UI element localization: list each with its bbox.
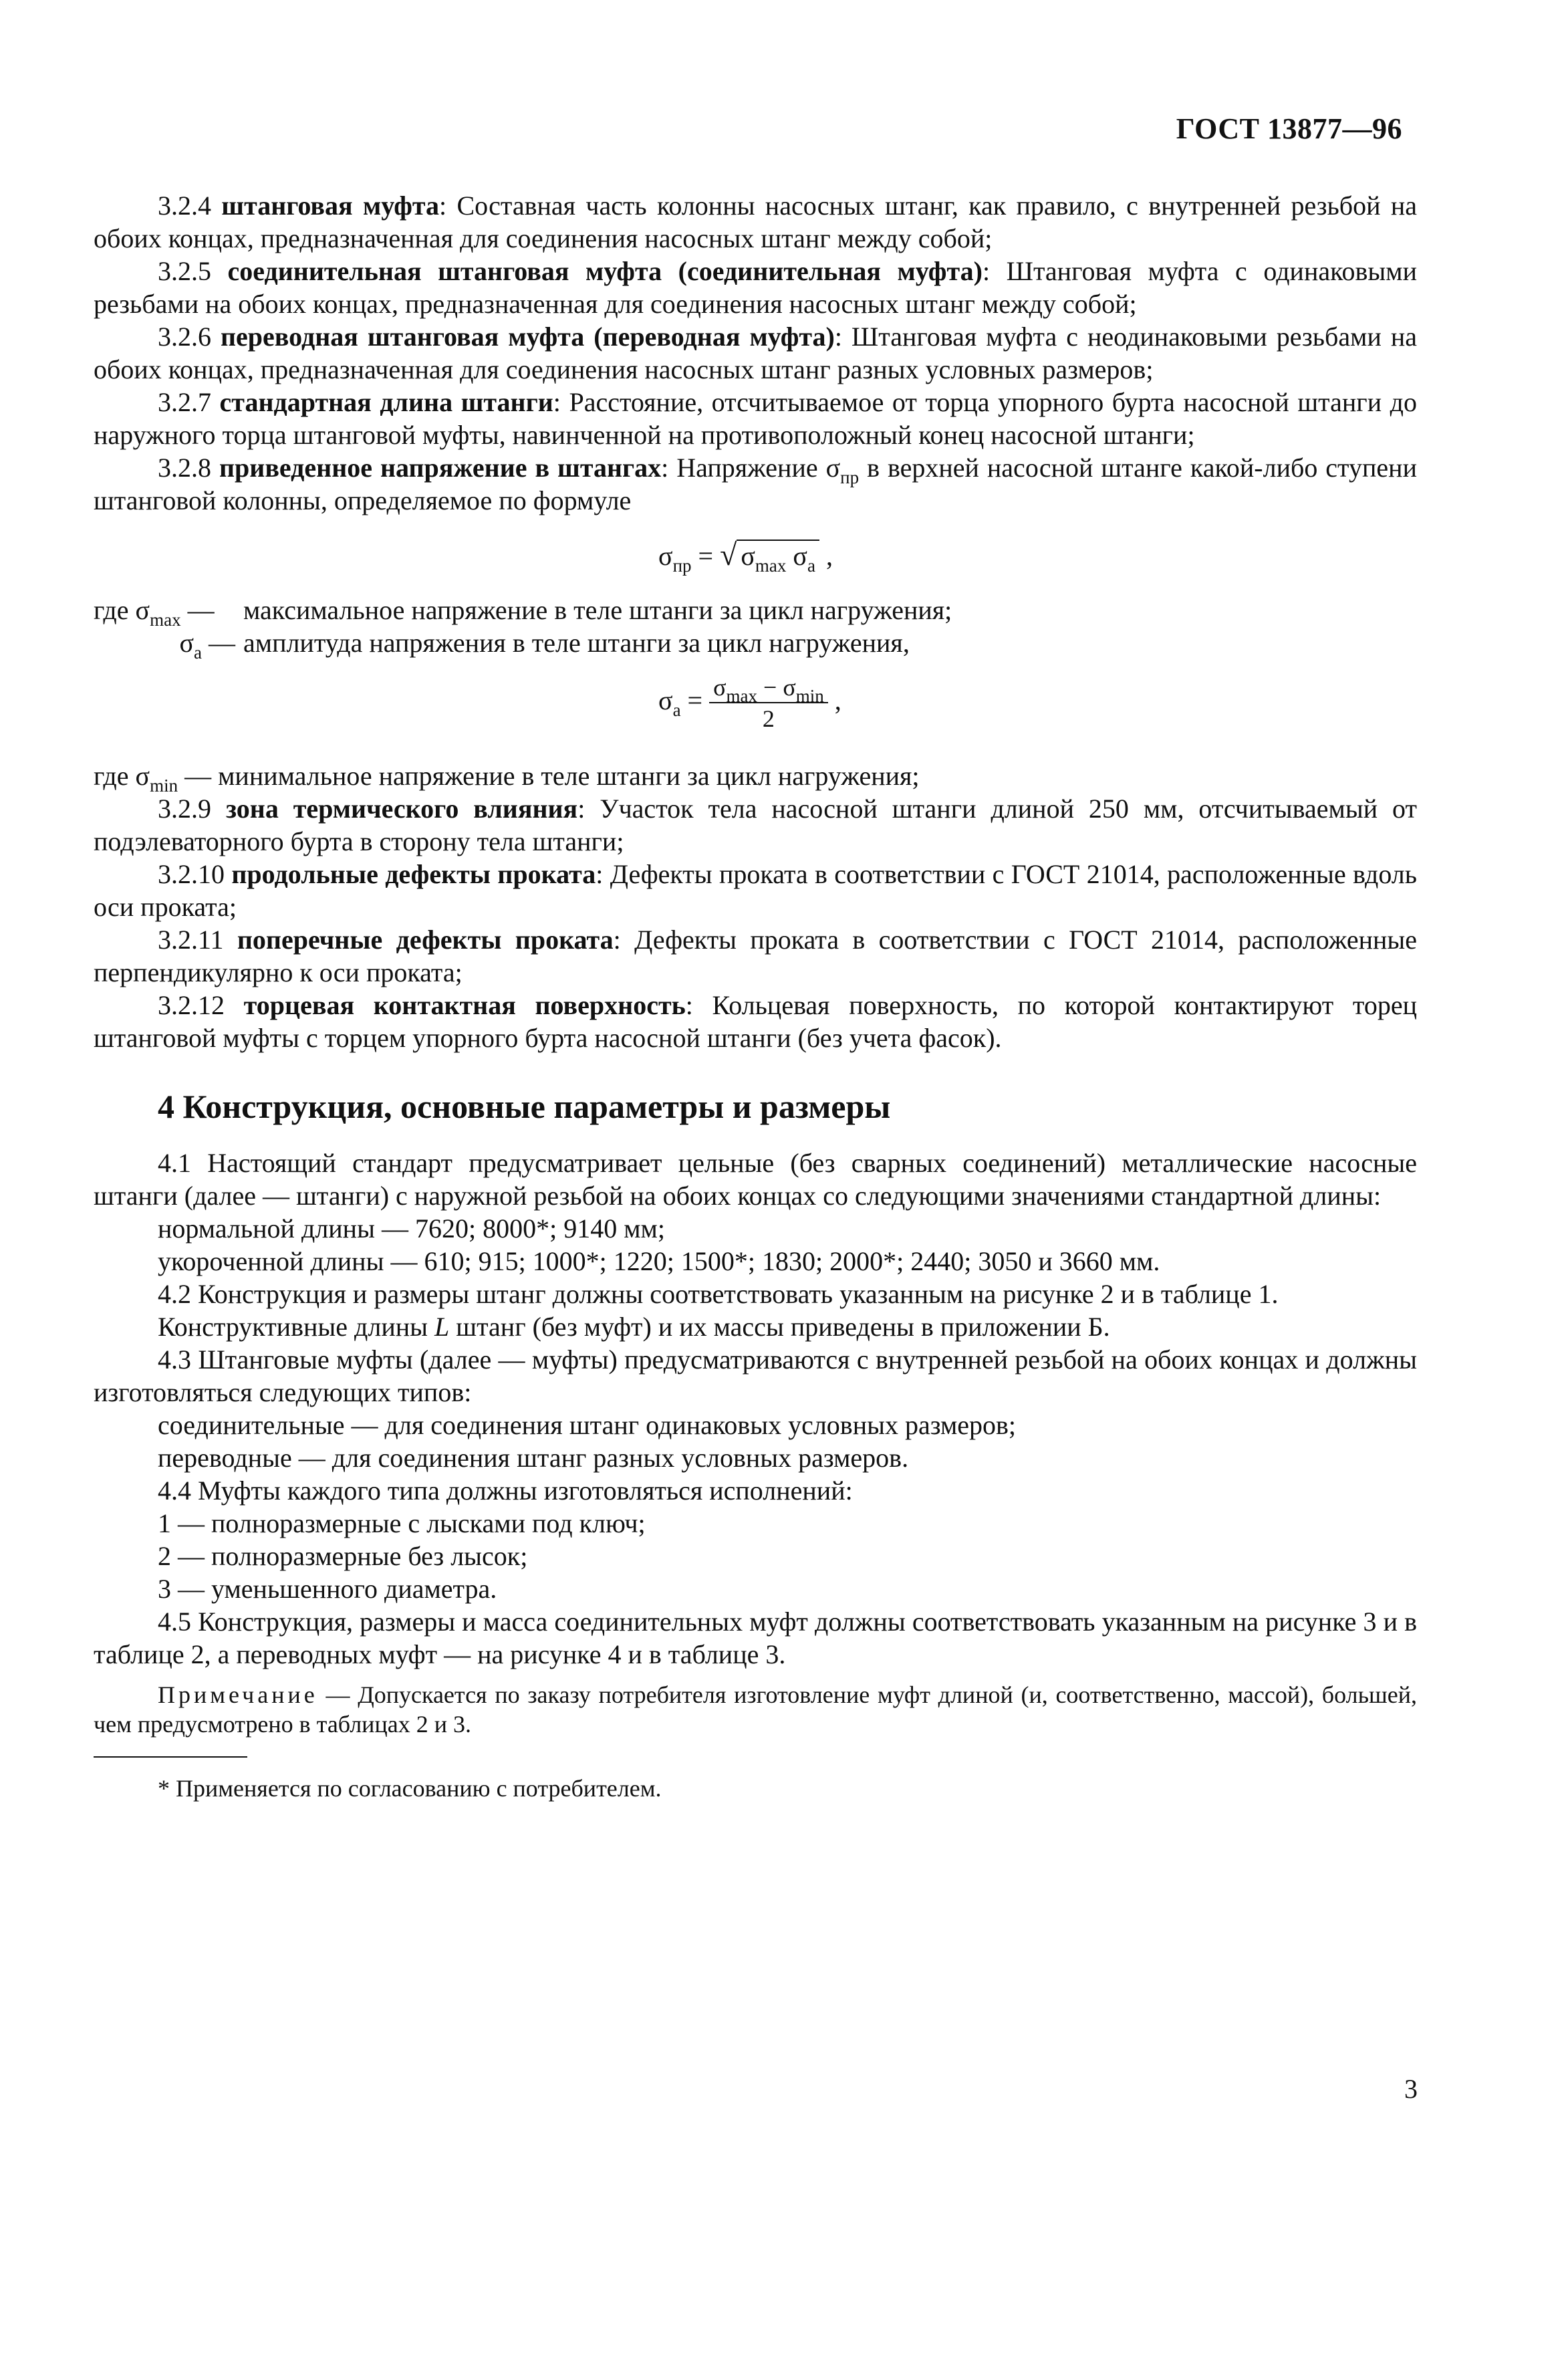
formula — [658, 673, 841, 734]
subscript: пр — [840, 467, 860, 487]
definition-3-2-9 — [94, 792, 1417, 858]
term: торцевая контактная поверхность — [243, 990, 686, 1020]
definition-3-2-10 — [94, 858, 1417, 923]
text: штанг (без муфт) и их массы приведены в приложении Б. — [449, 1312, 1110, 1342]
subscript: max — [755, 556, 787, 576]
definition-3-2-6 — [94, 320, 1417, 386]
note-label: Примечание — [158, 1681, 318, 1708]
clause-number: 3.2.11 — [158, 925, 224, 955]
clause-4-3: 4.3 Штанговые муфты (далее — муфты) предусматриваются с внутренней резьбой на обоих концах и должны изготовляться следующих типов: — [94, 1344, 1417, 1407]
symbol: где σ — [94, 595, 150, 625]
symbol: σ — [179, 628, 194, 658]
page-number: 3 — [1404, 2074, 1418, 2104]
term: поперечные дефекты проката — [237, 925, 614, 955]
denominator: 2 — [762, 705, 775, 732]
term: переводная штанговая муфта (переводная муфта) — [220, 322, 835, 352]
clause-4-1-short: укороченной длины — 610; 915; 1000*; 1220; 1500*; 1830; 2000*; 2440; 3050 и 3660 мм. — [158, 1246, 1160, 1276]
clause-number: 3.2.10 — [158, 859, 225, 889]
formula-amplitude — [94, 659, 1417, 759]
text: Конструктивные длины — [158, 1312, 435, 1342]
subscript: max — [150, 610, 181, 630]
definition-text: : Штанговая муфта с неодинаковыми резьбами на обоих концах, предназначенная для соединения насосных штанг разных условных размеров; — [94, 322, 1417, 384]
symbol: σ — [658, 541, 673, 571]
clause-number: 3.2.5 — [158, 256, 211, 286]
equals: = — [680, 685, 710, 716]
symbol: σ — [713, 674, 727, 701]
symbol: σ — [741, 541, 755, 571]
term: продольные дефекты проката — [231, 859, 596, 889]
subscript: min — [795, 686, 824, 706]
dash: — — [180, 595, 215, 625]
where-sigma-a — [94, 626, 1417, 663]
term: штанговая муфта — [221, 191, 440, 221]
clause-4-5: 4.5 Конструкция, размеры и масса соединительных муфт должны соответствовать указанным на рисунке 3 и в таблице 2, а переводных муфт — на рисунке 4 и в таблице 3. — [94, 1607, 1417, 1669]
where-label — [94, 594, 243, 630]
definition-text: : Кольцевая поверхность, по которой контактируют торец штанговой муфты с торцем упорного бурта насосной штанги (без учета фасок). — [94, 990, 1418, 1053]
symbol: σ — [658, 685, 673, 716]
clause-number: 3.2.6 — [158, 322, 211, 352]
note-text: — Допускается по заказу потребителя изготовление муфт длиной (и, соответственно, массой), большей, чем предусмотрено в таблицах 2 и 3. — [94, 1681, 1417, 1738]
sqrt-sign: √ — [720, 538, 737, 572]
subscript: а — [807, 556, 815, 576]
term: приведенное напряжение в штангах — [219, 453, 662, 483]
where-text: максимальное напряжение в теле штанги за цикл нагружения; — [243, 595, 952, 625]
definition-text: : Напряжение σ — [661, 453, 841, 483]
clause-4-2-lengths — [94, 1310, 1417, 1343]
definition-3-2-5 — [94, 255, 1417, 320]
section-heading: 4 Конструкция, основные параметры и размеры — [158, 1088, 891, 1125]
clause-number: 3.2.9 — [158, 794, 211, 824]
equals: = — [691, 541, 721, 571]
subscript: max — [726, 686, 758, 706]
definition-text: : Штанговая муфта с одинаковыми резьбами на обоих концах, предназначенная для соединения насосных штанг между собой; — [94, 256, 1418, 319]
where-text: — минимальное напряжение в теле штанги за цикл нагружения; — [178, 761, 920, 791]
symbol: − σ — [757, 674, 796, 701]
clause-number: 3.2.4 — [158, 191, 211, 221]
term: зона термического влияния — [225, 794, 578, 824]
formula — [658, 538, 833, 576]
page-content — [94, 189, 1417, 1805]
where-text: амплитуда напряжения в теле штанги за цикл нагружения, — [243, 628, 910, 658]
clause-4-4: 4.4 Муфты каждого типа должны изготовляться исполнений: — [158, 1475, 853, 1506]
clause-4-1: 4.1 Настоящий стандарт предусматривает цельные (без сварных соединений) металлические насосные штанги (далее — штанги) с наружной резьбой на обоих концах со следующими значениями стандартной длины: — [94, 1148, 1417, 1211]
fraction — [709, 673, 828, 734]
radicand — [737, 540, 819, 576]
clause-4-4-version-3: 3 — уменьшенного диаметра. — [158, 1574, 497, 1604]
subscript: пр — [672, 556, 692, 576]
clause-4-3-connecting: соединительные — для соединения штанг одинаковых условных размеров; — [158, 1410, 1017, 1440]
clause-4-1-normal: нормальной длины — 7620; 8000*; 9140 мм; — [158, 1213, 665, 1243]
variable: L — [434, 1312, 450, 1342]
dash: — — [202, 628, 235, 658]
numerator — [709, 673, 828, 706]
definition-text: : Дефекты проката в соответствии с ГОСТ 21014, расположенные вдоль оси проката; — [94, 859, 1418, 922]
footnote-divider — [94, 1756, 247, 1758]
clause-number: 3.2.8 — [158, 453, 211, 483]
definition-3-2-7 — [94, 386, 1417, 451]
clause-4-3-transition: переводные — для соединения штанг разных условных размеров. — [158, 1443, 909, 1473]
symbol: где σ — [94, 761, 150, 791]
where-sigma-max — [94, 594, 1417, 630]
punctuation: , — [827, 685, 841, 716]
definition-text: : Составная часть колонны насосных штанг, как правило, с внутренней резьбой на обоих концах, предназначенная для соединения насосных штанг между собой; — [94, 191, 1417, 253]
symbol: σ — [786, 541, 807, 571]
term: соединительная штанговая муфта (соединительная муфта) — [227, 256, 983, 286]
subscript: а — [194, 642, 202, 663]
definition-text: : Участок тела насосной штанги длиной 250 мм, отсчитываемый от подэлеваторного бурта в сторону тела штанги; — [94, 794, 1418, 856]
definition-3-2-11 — [94, 923, 1417, 989]
clause-number: 3.2.7 — [158, 387, 211, 417]
footnote: * Применяется по согласованию с потребителем. — [158, 1775, 662, 1802]
note — [94, 1680, 1417, 1739]
clause-4-2: 4.2 Конструкция и размеры штанг должны соответствовать указанным на рисунке 2 и в таблице 1. — [158, 1279, 1279, 1309]
clause-4-4-version-1: 1 — полноразмерные с лысками под ключ; — [158, 1508, 646, 1538]
definition-text-cont: в верхней насосной штанге какой-либо ступени штанговой колонны, определяемое по формуле — [94, 453, 1417, 515]
definition-text: : Дефекты проката в соответствии с ГОСТ 21014, расположенные перпендикулярно к оси проката; — [94, 925, 1418, 987]
definition-text: : Расстояние, отсчитываемое от торца упорного бурта насосной штанги до наружного торца штанговой муфты, навинченной на противоположный конец насосной штанги; — [94, 387, 1418, 450]
subscript: min — [150, 776, 178, 796]
definition-3-2-8 — [94, 451, 1417, 517]
where-label — [94, 626, 243, 663]
term: стандартная длина штанги — [219, 387, 553, 417]
clause-4-4-version-2: 2 — полноразмерные без лысок; — [158, 1541, 528, 1571]
definition-3-2-12 — [94, 989, 1417, 1054]
definition-3-2-4 — [94, 189, 1417, 255]
formula-reduced-stress — [94, 517, 1417, 594]
document-header: ГОСТ 13877—96 — [1176, 112, 1402, 145]
clause-number: 3.2.12 — [158, 990, 225, 1020]
punctuation: , — [819, 541, 833, 571]
subscript: а — [672, 700, 681, 721]
where-sigma-min — [94, 759, 1417, 796]
